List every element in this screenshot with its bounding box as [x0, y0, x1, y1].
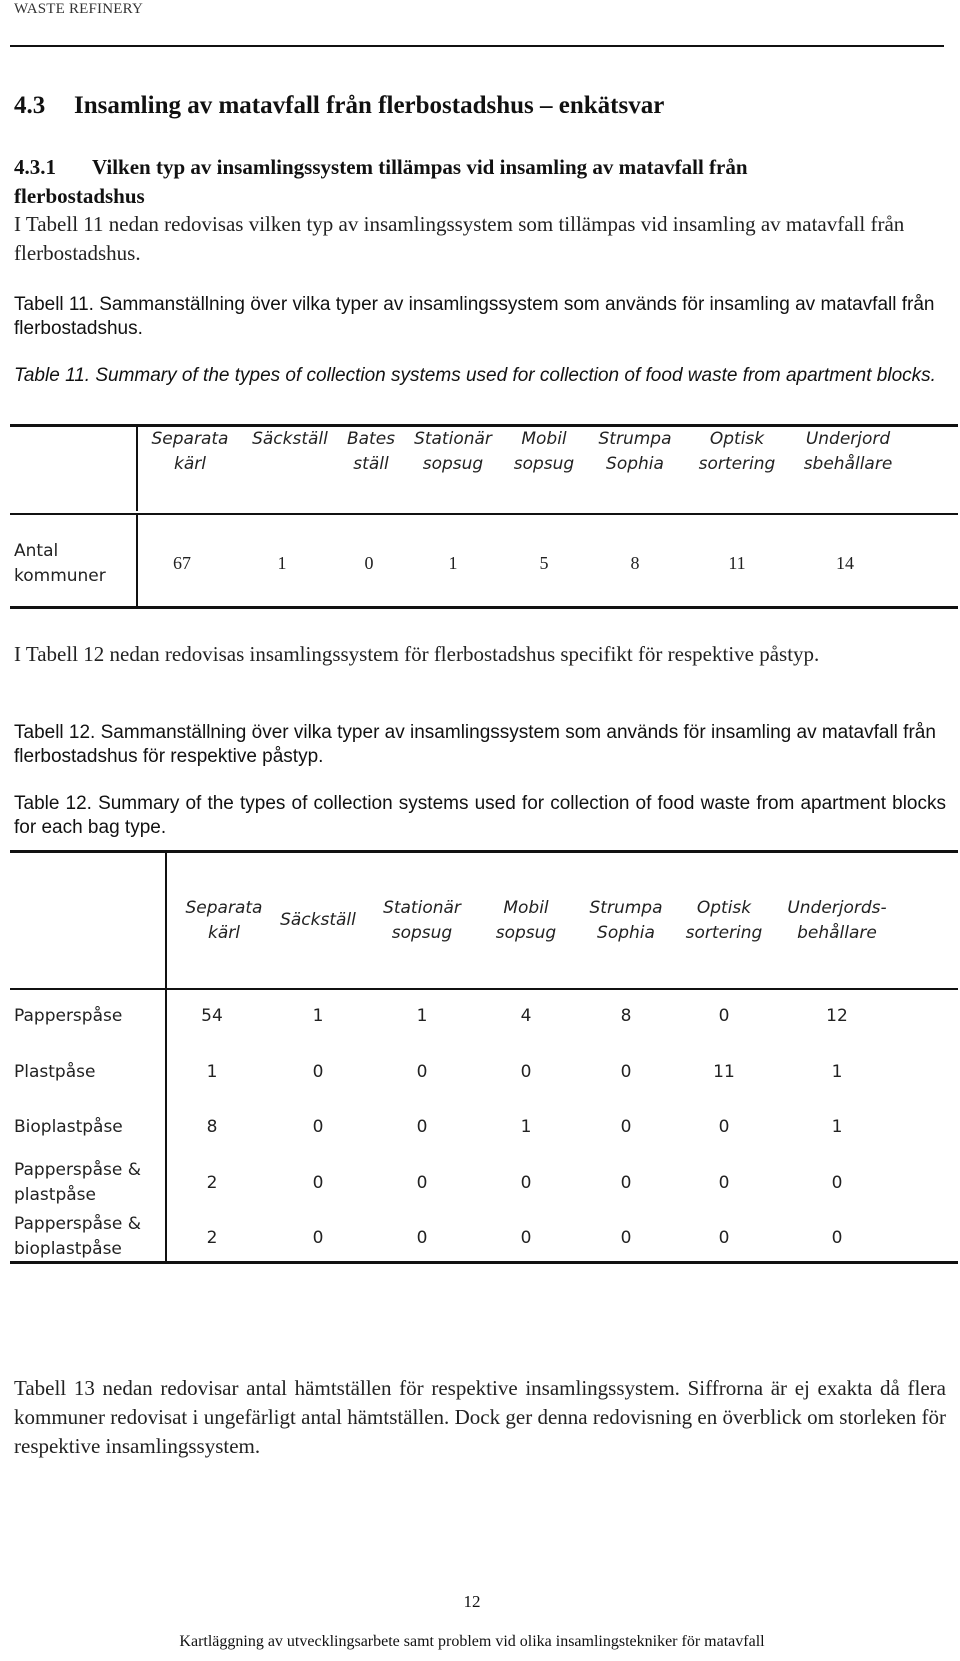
- table12-cell: 0: [620, 1062, 632, 1082]
- table12-header: Mobil sopsug: [495, 898, 557, 943]
- table12-cell: 0: [718, 1173, 730, 1193]
- table12-cell: 0: [520, 1228, 532, 1248]
- running-header: WASTE REFINERY: [14, 1, 144, 17]
- table12-cell: 1: [312, 1006, 324, 1026]
- table12-row-label: Papperspåse & plastpåse: [14, 1160, 141, 1205]
- table12-row-label: Papperspåse & bioplastpåse: [14, 1214, 141, 1259]
- table12-cell: 0: [718, 1006, 730, 1026]
- table12-cell: 0: [718, 1117, 730, 1137]
- table11-header: Underjord sbehållare: [803, 429, 893, 474]
- table12-cell: 8: [620, 1006, 632, 1026]
- table12-header: Strumpa Sophia: [589, 898, 663, 943]
- table11-cell: 8: [630, 553, 640, 573]
- table12-cell: 0: [831, 1173, 843, 1193]
- paragraph-1: I Tabell 11 nedan redovisas vilken typ av insamlingssystem som tillämpas vid insamling av matavfall från flerbostadshus.: [14, 212, 905, 265]
- table12-cell: 54: [201, 1006, 223, 1026]
- table12-cell: 2: [206, 1173, 218, 1193]
- table12-row-divider: [165, 990, 167, 1261]
- table11-cell: 5: [539, 553, 549, 573]
- table12-cell: 0: [416, 1173, 428, 1193]
- table11-caption-sv: Tabell 11. Sammanställning över vilka typer av insamlingssystem som används för insamling av matavfall från flerbostadshus.: [14, 294, 935, 339]
- table12-row-label: Plastpåse: [14, 1062, 96, 1082]
- table11-header: Mobil sopsug: [513, 429, 575, 474]
- table12-cell: 1: [520, 1117, 532, 1137]
- table12-header: Säckställ: [280, 910, 356, 930]
- table12-cell: 0: [831, 1228, 843, 1248]
- header-rule: [10, 45, 944, 47]
- table12-cell: 1: [206, 1062, 218, 1082]
- section-number: 4.3: [14, 92, 46, 119]
- table12-caption-en: Table 12. Summary of the types of collection systems used for collection of food waste from apartment blocks for each bag type.: [14, 793, 946, 838]
- table12-header: Stationär sopsug: [383, 898, 461, 943]
- table12-cell: 0: [312, 1228, 324, 1248]
- table12-cell: 11: [713, 1062, 735, 1082]
- table12-header: Optisk sortering: [685, 898, 763, 943]
- table11-header: Stationär sopsug: [414, 429, 492, 474]
- subsection-title-line1: Vilken typ av insamlingssystem tillämpas vid insamling av matavfall från: [92, 155, 748, 179]
- table12-cell: 0: [312, 1062, 324, 1082]
- table12-row-label: Papperspåse: [14, 1006, 123, 1026]
- table12-cell: 4: [520, 1006, 532, 1026]
- table11-cell: 1: [277, 553, 287, 573]
- table11-row-label: Antal kommuner: [14, 541, 106, 586]
- table11-header: Strumpa Sophia: [598, 429, 672, 474]
- table11-caption-en: Table 11. Summary of the types of collection systems used for collection of food waste from apartment blocks.: [14, 365, 936, 386]
- table12-cell: 1: [831, 1062, 843, 1082]
- table12-cell: 2: [206, 1228, 218, 1248]
- table11-header: Optisk sortering: [698, 429, 776, 474]
- table12-cell: 0: [312, 1173, 324, 1193]
- table12-cell: 0: [312, 1117, 324, 1137]
- table11-cell: 11: [728, 553, 746, 573]
- table11-cell: 1: [448, 553, 458, 573]
- table11-header: Säckställ: [252, 429, 328, 449]
- table12-cell: 0: [416, 1117, 428, 1137]
- table12-header: Underjords- behållare: [787, 898, 887, 943]
- table11-header-rule: [10, 513, 958, 515]
- table12-cell: 12: [826, 1006, 848, 1026]
- table12-cell: 1: [831, 1117, 843, 1137]
- table12-cell: 0: [520, 1062, 532, 1082]
- table11-cell: 0: [364, 553, 374, 573]
- table11-cell: 67: [173, 553, 191, 573]
- table-12: [10, 850, 958, 1348]
- table12-cell: 0: [620, 1117, 632, 1137]
- table12-row-label: Bioplastpåse: [14, 1117, 123, 1137]
- table11-cell: 14: [836, 553, 854, 573]
- table12-header-divider: [165, 852, 167, 988]
- table11-row-divider: [136, 515, 138, 606]
- table12-header-rule: [10, 988, 958, 990]
- subsection-heading: [14, 153, 944, 211]
- table12-cell: 1: [416, 1006, 428, 1026]
- table12-cell: 0: [416, 1062, 428, 1082]
- table12-cell: 8: [206, 1117, 218, 1137]
- table11-bottom-rule: [10, 606, 958, 609]
- table12-top-rule: [10, 850, 958, 853]
- table12-caption-sv: Tabell 12. Sammanställning över vilka typer av insamlingssystem som används för insamling av matavfall från flerbostadshus för respektive påstyp.: [14, 722, 936, 767]
- table12-bottom-rule: [10, 1261, 958, 1264]
- table12-cell: 0: [416, 1228, 428, 1248]
- footer-text: Kartläggning av utvecklingsarbete samt problem vid olika insamlingstekniker för matavfall: [179, 1633, 765, 1650]
- section-heading: [14, 92, 664, 120]
- page-number: 12: [463, 1592, 481, 1611]
- table12-cell: 0: [520, 1173, 532, 1193]
- table11-header: Separata kärl: [151, 429, 229, 474]
- table12-cell: 0: [718, 1228, 730, 1248]
- paragraph-2: I Tabell 12 nedan redovisas insamlingssystem för flerbostadshus specifikt för respektive påstyp.: [14, 642, 820, 666]
- table11-header: Bates ställ: [346, 429, 396, 474]
- table-11: [10, 424, 958, 610]
- subsection-number: 4.3.1: [14, 155, 56, 179]
- table12-cell: 0: [620, 1228, 632, 1248]
- subsection-title-line2: flerbostadshus: [14, 184, 145, 208]
- paragraph-3: Tabell 13 nedan redovisar antal hämtställen för respektive insamlingssystem. Siffrorna är ej exakta då flera kommuner redovisat i ungefärligt antal hämtställen. Dock ger denna redovisning en överblick om storleken för respektive insamlingssystem.: [14, 1376, 946, 1458]
- table12-cell: 0: [620, 1173, 632, 1193]
- table12-header: Separata kärl: [185, 898, 263, 943]
- section-title: Insamling av matavfall från flerbostadshus – enkätsvar: [74, 92, 665, 119]
